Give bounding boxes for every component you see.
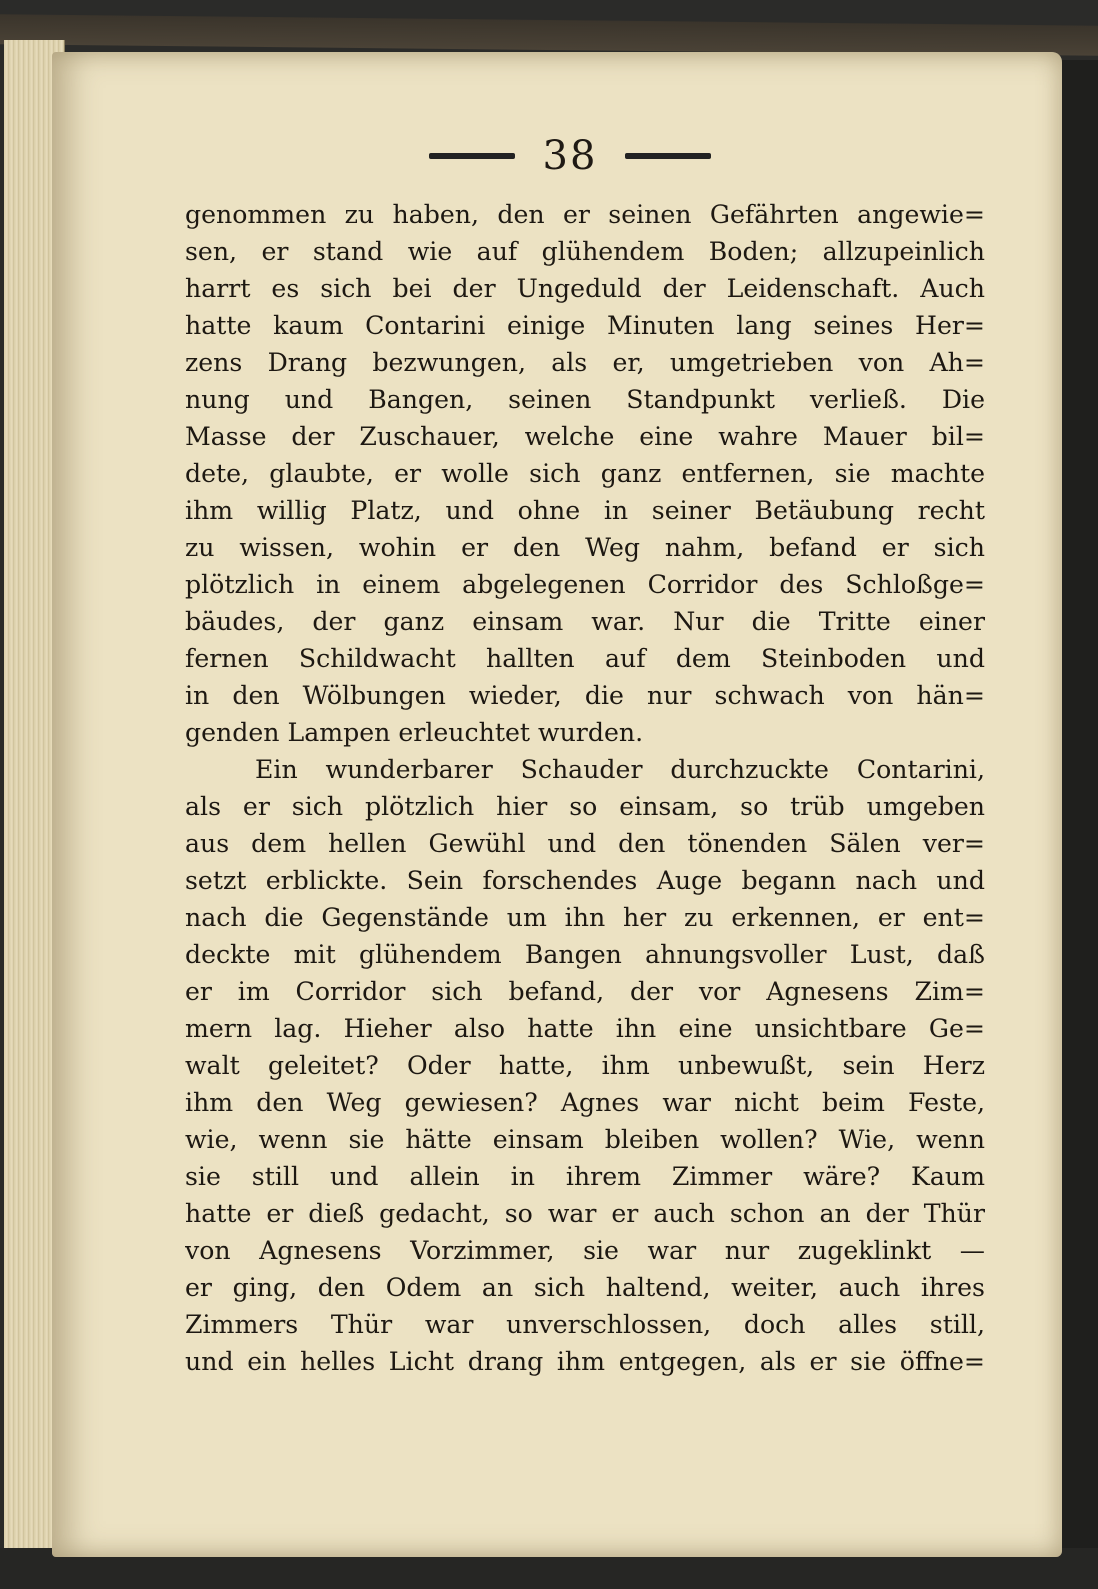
text-line: Zimmers Thür war unverschlossen, doch alles still,	[185, 1310, 985, 1339]
right-shadow	[1060, 60, 1098, 1560]
text-line: dete, glaubte, er wolle sich ganz entfernen, sie machte	[185, 459, 985, 488]
text-line: fernen Schildwacht hallten auf dem Steinboden und	[185, 644, 985, 673]
paragraph-1	[185, 196, 985, 751]
text-line: er im Corridor sich befand, der vor Agnesens Zim=	[185, 977, 985, 1006]
text-line: von Agnesens Vorzimmer, sie war nur zugeklinkt —	[185, 1236, 985, 1265]
page-number: 38	[542, 133, 598, 179]
text-line: nung und Bangen, seinen Standpunkt verließ. Die	[185, 385, 985, 414]
text-line: plötzlich in einem abgelegenen Corridor des Schloßge=	[185, 570, 985, 599]
paragraph-2	[185, 751, 985, 1380]
right-rule	[625, 153, 711, 159]
text-line: genommen zu haben, den er seinen Gefährten angewie=	[185, 200, 985, 229]
text-line: wie, wenn sie hätte einsam bleiben wollen? Wie, wenn	[185, 1125, 985, 1154]
text-line: in den Wölbungen wieder, die nur schwach von hän=	[185, 681, 985, 710]
text-line: genden Lampen erleuchtet wurden.	[185, 718, 644, 747]
text-line: sie still und allein in ihrem Zimmer wäre? Kaum	[185, 1162, 985, 1191]
text-line: ihm willig Platz, und ohne in seiner Betäubung recht	[185, 496, 985, 525]
text-line: mern lag. Hieher also hatte ihn eine unsichtbare Ge=	[185, 1014, 985, 1043]
text-line: Ein wunderbarer Schauder durchzuckte Contarini,	[255, 755, 985, 784]
text-line: sen, er stand wie auf glühendem Boden; allzupeinlich	[185, 237, 985, 266]
left-rule	[429, 153, 515, 159]
body-text	[185, 196, 985, 1380]
text-line: und ein helles Licht drang ihm entgegen, als er sie öffne=	[185, 1347, 985, 1376]
text-line: er ging, den Odem an sich haltend, weiter, auch ihres	[185, 1273, 985, 1302]
text-line: setzt erblickte. Sein forschendes Auge begann nach und	[185, 866, 985, 895]
text-line: aus dem hellen Gewühl und den tönenden Sälen ver=	[185, 829, 985, 858]
text-line: nach die Gegenstände um ihn her zu erkennen, er ent=	[185, 903, 985, 932]
text-line: walt geleitet? Oder hatte, ihm unbewußt, sein Herz	[185, 1051, 985, 1080]
text-line: hatte kaum Contarini einige Minuten lang seines Her=	[185, 311, 985, 340]
text-line: zens Drang bezwungen, als er, umgetrieben von Ah=	[185, 348, 985, 377]
text-line: bäudes, der ganz einsam war. Nur die Tritte einer	[185, 607, 985, 636]
text-line: als er sich plötzlich hier so einsam, so trüb umgeben	[185, 792, 985, 821]
text-line: zu wissen, wohin er den Weg nahm, befand er sich	[185, 533, 985, 562]
text-line: ihm den Weg gewiesen? Agnes war nicht beim Feste,	[185, 1088, 985, 1117]
text-line: deckte mit glühendem Bangen ahnungsvoller Lust, daß	[185, 940, 985, 969]
text-line: Masse der Zuschauer, welche eine wahre Mauer bil=	[185, 422, 985, 451]
text-line: harrt es sich bei der Ungeduld der Leidenschaft. Auch	[185, 274, 985, 303]
text-line: hatte er dieß gedacht, so war er auch schon an der Thür	[185, 1199, 985, 1228]
page-header	[420, 128, 720, 184]
